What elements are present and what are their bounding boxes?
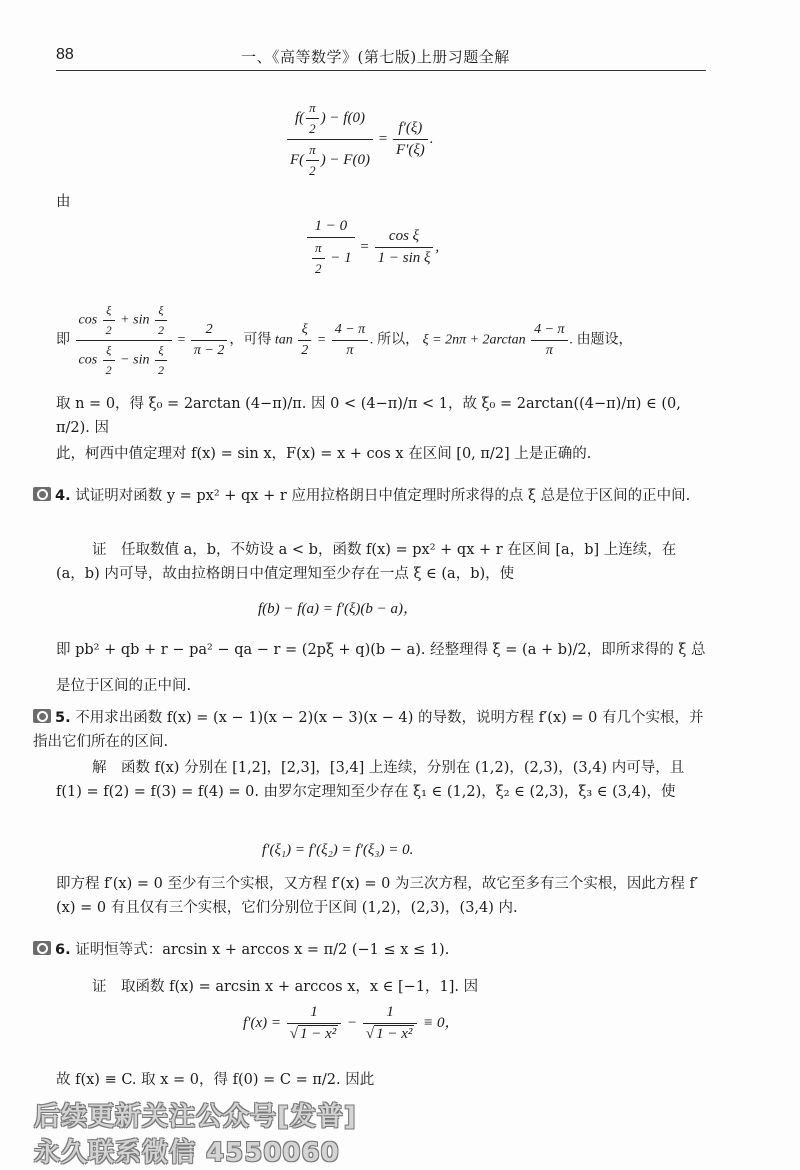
equation-rolle: f′(ξ₁) = f′(ξ₂) = f′(ξ₃) = 0. bbox=[262, 842, 414, 858]
derivative-lhs: f′(x) = bbox=[243, 1014, 281, 1031]
exercise-statement: 证明恒等式：arcsin x + arccos x = π/2 (−1 ≤ x ≤ 1). bbox=[75, 942, 450, 958]
text-take-n: 取 n = 0，得 ξ₀ = 2arctan (4−π)/π. 因 0 < (4−π)/π < 1，故 ξ₀ = 2arctan((4−π)/π) ∈ (0, π/2). 因 bbox=[56, 396, 681, 436]
search-icon bbox=[33, 941, 51, 955]
after-text: 即 pb² + qb + r − pa² − qa − r = (2pξ + q)(b − a). 经整理得 ξ = (a + b)/2，即所求得的 ξ 总是位于区间的正中间. bbox=[56, 642, 706, 694]
text-you bbox=[56, 190, 706, 214]
exercise-5-after bbox=[56, 872, 706, 920]
text-youtishe: 由题设， bbox=[576, 331, 633, 348]
after-text: 即方程 f′(x) = 0 至少有三个实根，又方程 f′(x) = 0 为三次方程，故它至多有三个实根，因此方程 f′(x) = 0 有且仅有三个实根，它们分别位于区间 (1,2)，(2,3)，(3,4) 内. bbox=[56, 876, 699, 916]
sqrt-body: 1 − x² bbox=[376, 1026, 413, 1042]
exercise-4-after bbox=[56, 632, 706, 704]
exercise-4 bbox=[33, 484, 706, 508]
exercise-5 bbox=[33, 706, 706, 754]
text-conclusion: 此，柯西中值定理对 f(x) = sin x，F(x) = x + cos x 在区间 [0, π/2] 上是正确的. bbox=[56, 446, 592, 462]
solution-text: 解 函数 f(x) 分别在 [1,2]，[2,3]，[3,4] 上连续，分别在 (1,2)，(2,3)，(3,4) 内可导，且 f(1) = f(2) = f(3) = f(4) = 0. 由罗尔定理知至少存在 ξ₁ ∈ (1,2)，ξ₂ ∈ (2,3)，ξ₃ ∈ (3,4)，使 bbox=[56, 760, 685, 800]
exercise-6-proof bbox=[56, 975, 706, 999]
proof-text: 证 取函数 f(x) = arcsin x + arccos x，x ∈ [−1，1]. 因 bbox=[92, 979, 479, 995]
formula-ratio: 1 − 0 $\frac{\pi}{2}$ − 1 = $\frac{\text{cos ξ}}{\text{1 − sin ξ}}$ , bbox=[305, 218, 439, 277]
proof-text: 证 任取数值 a，b，不妨设 a < b，函数 f(x) = px² + qx + r 在区间 [a，b] 上连续，在 (a，b) 内可导，故由拉格朗日中值定理知至少存在一点 ξ ∈ (a，b)，使 bbox=[56, 542, 677, 582]
equation-lagrange: f(b) − f(a) = f′(ξ)(b − a)， bbox=[258, 601, 419, 617]
paragraph-take-n bbox=[56, 392, 706, 440]
watermark-line-1: 后续更新关注公众号[发普] bbox=[34, 1102, 357, 1132]
exercise-6-after bbox=[56, 1068, 706, 1092]
exercise-6 bbox=[33, 938, 706, 962]
page-header bbox=[56, 40, 706, 71]
running-title: 一、《高等数学》(第七版)上册习题全解 bbox=[241, 48, 510, 66]
text-ke-de: ，可得 bbox=[229, 331, 272, 348]
exercise-number: 6. bbox=[55, 942, 71, 958]
minus-sign: − bbox=[346, 1014, 358, 1031]
formula-lagrange bbox=[258, 597, 418, 618]
derivative-rhs: ≡ 0， bbox=[423, 1014, 460, 1031]
numerator: 1 bbox=[287, 1004, 342, 1024]
after-text: 故 f(x) ≡ C. 取 x = 0，得 f(0) = C = π/2. 因此 bbox=[56, 1072, 375, 1088]
exercise-number: 5. bbox=[55, 710, 71, 726]
paragraph-conclusion bbox=[56, 442, 706, 466]
search-icon bbox=[33, 487, 51, 501]
search-icon bbox=[33, 709, 51, 723]
exercise-number: 4. bbox=[55, 488, 71, 504]
numerator: 1 bbox=[363, 1004, 418, 1024]
formula-tan-line: 即 cos $\frac{\xi}{2}$ + sin $\frac{\xi}{2}$ cos $\frac{\xi}{2}$ − sin $\frac{\xi}{2}$ = $\frac{2}{\pi - 2}$ ，可得 tan $\frac{\xi}{2}$ = $\frac{4 - \pi}{\pi}$ . 所以， ξ = 2nπ + 2arctan $\frac{4 - \pi}{\pi}$ . 由题设， bbox=[56, 303, 633, 377]
formula-cauchy-ratio: f( $\frac{\pi}{2}$ ) − f(0) F( $\frac{\pi}{2}$ ) − F(0) = $\frac{f'(\xi)}{F'(\xi)}$ . bbox=[285, 100, 434, 179]
formula-derivative: f′(x) = $\frac{1}{\text{√ 1 − x²}}$ − $\frac{1}{\text{√ 1 − x²}}$ ≡ 0， bbox=[243, 1004, 460, 1042]
exercise-statement: 不用求出函数 f(x) = (x − 1)(x − 2)(x − 3)(x − 4) 的导数，说明方程 f′(x) = 0 有几个实根，并指出它们所在的区间. bbox=[33, 710, 704, 750]
page-number: 88 bbox=[56, 46, 74, 63]
text-suoyi: 所以， bbox=[377, 331, 420, 348]
exercise-4-proof bbox=[56, 538, 706, 586]
sqrt-body: 1 − x² bbox=[299, 1026, 337, 1042]
equals-sign: = bbox=[177, 332, 186, 348]
formula-rolle bbox=[262, 842, 413, 859]
exercise-5-solution bbox=[56, 756, 706, 804]
watermark-line-2: 永久联系微信 4550060 bbox=[34, 1138, 340, 1168]
exercise-statement: 试证明对函数 y = px² + qx + r 应用拉格朗日中值定理时所求得的点 ξ 总是位于区间的正中间. bbox=[75, 488, 691, 504]
word-you: 由 bbox=[56, 194, 71, 210]
